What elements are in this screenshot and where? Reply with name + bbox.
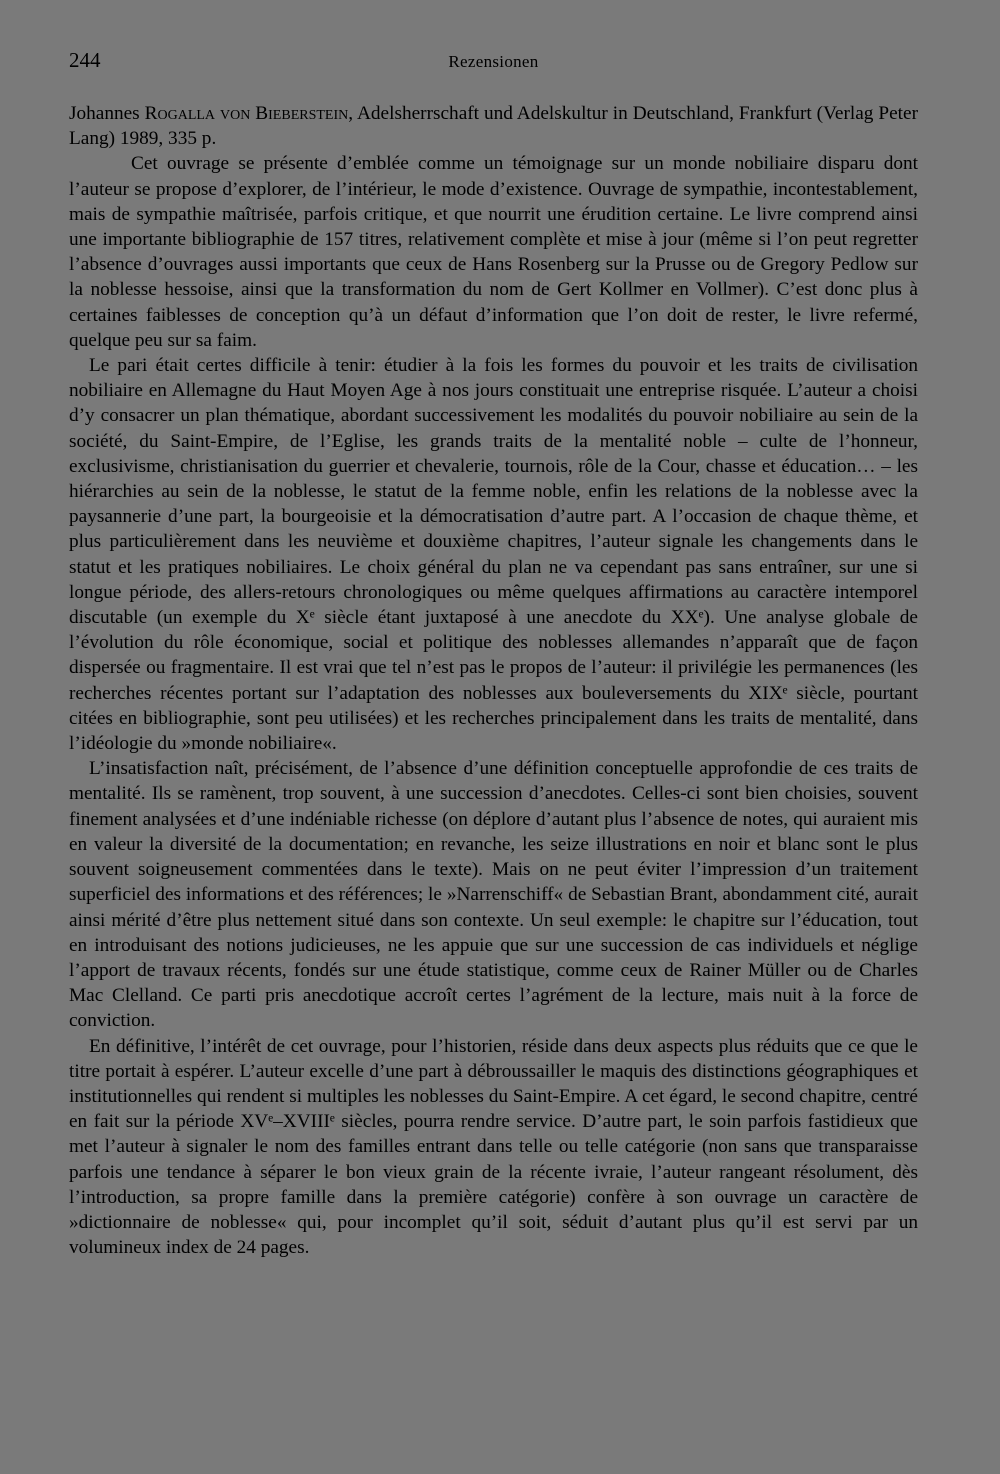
page-header: [69, 48, 918, 76]
page-number: 244: [69, 48, 101, 72]
paragraph-2: Le pari était certes difficile à tenir: étudier à la fois les formes du pouvoir et les traits de civilisation nobiliaire en Allemagne du Haut Moyen Age à nos jours constituait une entreprise risquée. L’auteur a choisi d’y consacrer un plan thématique, abordant successivement les modalités du pouvoir nobiliaire au sein de la société, du Saint-Empire, de l’Eglise, les grands traits de la mentalité noble – culte de l’honneur, exclusivisme, christianisation du guerrier et chevalerie, tournois, rôle de la Cour, chasse et éducation… – les hiérarchies au sein de la noblesse, le statut de la femme noble, enfin les relations de la noblesse avec la paysannerie d’une part, la bourgeoisie et la démocratisation d’autre part. A l’occasion de chaque thème, et plus particulièrement dans les neuvième et douxième chapitres, l’auteur signale les changements dans le statut et les pratiques nobiliaires. Le choix général du plan ne va cependant pas sans entraîner, sur une si longue période, des allers-retours chronologiques ou même quelques affirmations au caractère intemporel discutable (un exemple du Xᵉ siècle étant juxtaposé à une anecdote du XXᵉ). Une analyse globale de l’évolution du rôle économique, social et politique des noblesses allemandes n’apparaît que de façon dispersée ou fragmentaire. Il est vrai que tel n’est pas le propos de l’auteur: il privilégie les permanences (les recherches récentes portant sur l’adaptation des noblesses aux bouleversements du XIXᵉ siècle, pourtant citées en bibliographie, sont peu utilisées) et les recherches principalement dans les traits de mentalité, dans l’idéologie du »monde nobiliaire«.: [69, 355, 918, 755]
paragraph-3: L’insatisfaction naît, précisément, de l’absence d’une définition conceptuelle approfondie de ces traits de mentalité. Ils se ramènent, trop souvent, à une succession d’anecdotes. Celles-ci sont bien choisies, souvent finement analysées et d’une indéniable richesse (on déplore d’autant plus l’absence de notes, qui auraient mis en valeur la diversité de la documentation; en revanche, les seize illustrations en noir et blanc sont le plus souvent soigneusement commentées dans le texte). Mais on ne peut éviter l’impression d’un traitement superficiel des informations et des références; le »Narrenschiff« de Sebastian Brant, abondamment cité, aurait ainsi mérité d’être plus nettement situé dans son contexte. Un seul exemple: le chapitre sur l’éducation, tout en introduisant des notions judicieuses, ne les appuie que sur une succession de cas individuels et néglige l’apport de travaux récents, fondés sur une étude statistique, comme ceux de Rainer Müller ou de Charles Mac Clelland. Ce parti pris anecdotique accroît certes l’agrément de la lecture, mais nuit à la force de conviction.: [69, 758, 918, 1032]
citation-details: , Adelsherrschaft und Adelskultur in Deutschland, Frankfurt (Verlag Peter Lang) 1989, 335 p.: [69, 103, 918, 150]
paragraph-4: En définitive, l’intérêt de cet ouvrage, pour l’historien, réside dans deux aspects plus réduits que ce que le titre portait à espérer. L’auteur excelle d’une part à débroussailler le maquis des distinctions géographiques et institutionnelles qui rendent si multiples les noblesses du Saint-Empire. A cet égard, le second chapitre, centré en fait sur la période XVᵉ–XVIIIᵉ siècles, pourra rendre service. D’autre part, le soin parfois fastidieux que met l’auteur à signaler le nom des familles entrant dans telle ou telle catégorie (non sans que transparaisse parfois une tendance à séparer le bon vieux grain de la récente ivraie, l’auteur rangeant résolument, dès l’introduction, sa propre famille dans la première catégorie) confère à son ouvrage un caractère de »dictionnaire de noblesse« qui, pour incomplet qu’il soit, séduit d’autant plus qu’il est servi par un volumineux index de 24 pages.: [69, 1035, 918, 1259]
review-body: [69, 101, 918, 1260]
bibliographic-citation: [69, 101, 918, 151]
author-first-name: Johannes: [69, 103, 145, 124]
author-surname: Rogalla von Bieberstein: [144, 103, 349, 124]
running-head: Rezensionen: [448, 52, 539, 71]
paragraph-1: Cet ouvrage se présente d’emblée comme un témoignage sur un monde nobiliaire disparu dont l’auteur se propose d’explorer, de l’intérieur, le mode d’existence. Ouvrage de sympathie, incontestablement, mais de sympathie maîtrisée, parfois critique, et que nourrit une érudition certaine. Le livre comprend ainsi une importante bibliographie de 157 titres, relativement complète et mise à jour (même si l’on peut regretter l’absence d’ouvrages aussi importants que ceux de Hans Rosenberg sur la Prusse ou de Gregory Pedlow sur la noblesse hessoise, ainsi que la transformation du nom de Gert Kollmer en Vollmer). C’est donc plus à certaines faiblesses de conception qu’à un défaut d’information que l’on doit de rester, le livre refermé, quelque peu sur sa faim.: [69, 153, 918, 351]
